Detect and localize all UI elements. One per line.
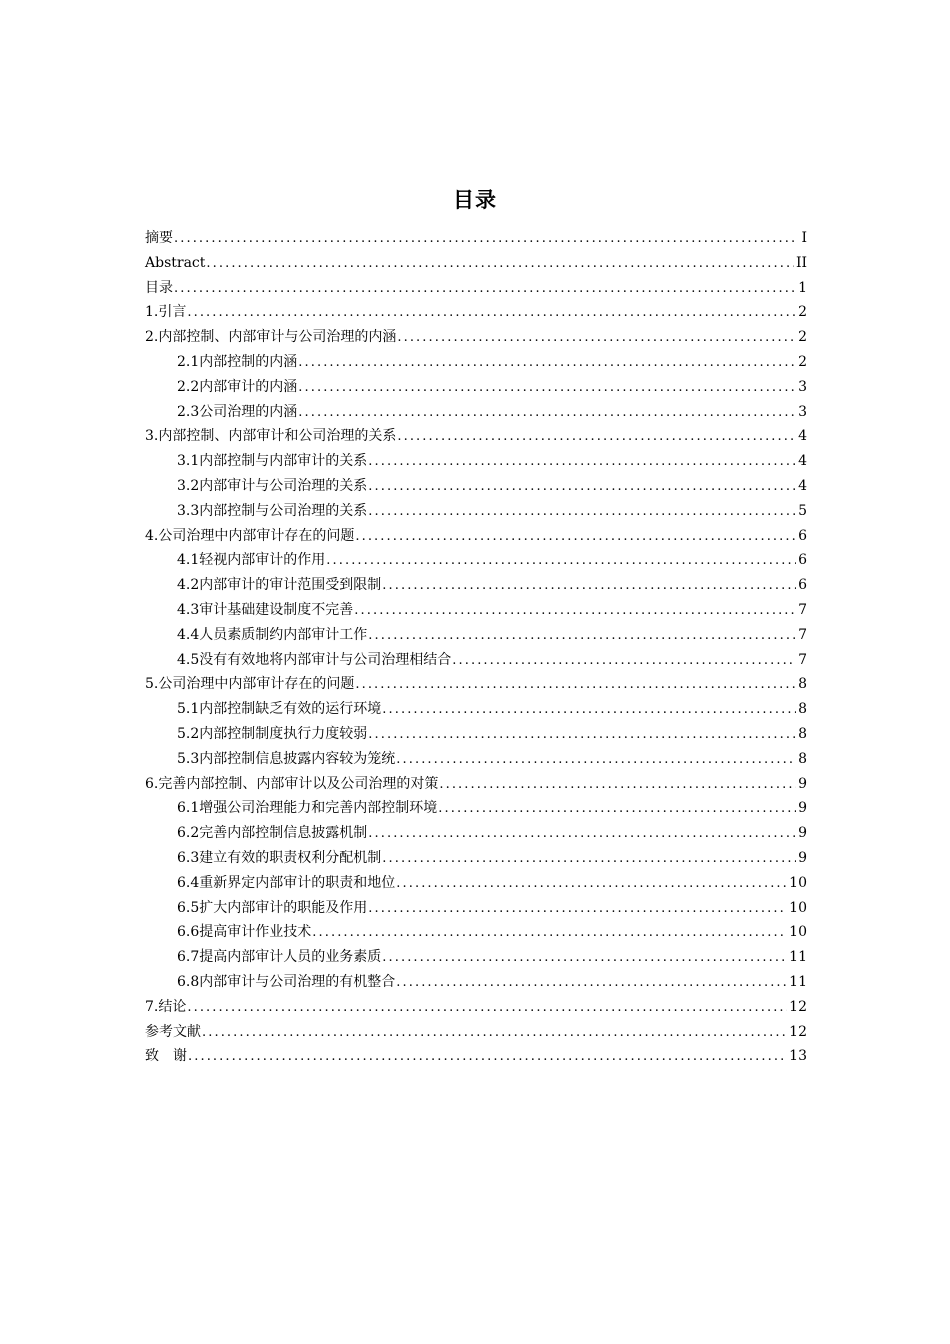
toc-entry-label: 4.4人员素质制约内部审计工作 [177, 626, 368, 643]
toc-entry[interactable] [145, 499, 807, 524]
toc-dot-leader [396, 872, 787, 897]
toc-dot-leader [298, 351, 796, 376]
toc-entry-label: 2.3公司治理的内涵 [177, 403, 298, 420]
toc-dot-leader [382, 946, 787, 971]
toc-dot-leader [382, 698, 796, 723]
toc-entry-page-number: 8 [798, 676, 807, 693]
toc-entry-label: 4.公司治理中内部审计存在的问题 [145, 527, 355, 544]
toc-entry-label: 摘要 [145, 230, 173, 246]
toc-entry[interactable] [145, 524, 807, 549]
toc-entry-page-number: 9 [798, 800, 807, 817]
toc-entry-label: 致 谢 [145, 1048, 187, 1065]
toc-entry-label: 2.2内部审计的内涵 [177, 378, 298, 395]
toc-entry-page-number: 2 [798, 353, 807, 370]
toc-dot-leader [452, 649, 796, 674]
toc-entry-label: 5.公司治理中内部审计存在的问题 [145, 676, 355, 693]
toc-entry-label: 4.3审计基础建设制度不完善 [177, 601, 354, 618]
toc-entry[interactable] [145, 573, 807, 598]
toc-entry[interactable] [145, 548, 807, 573]
toc-entry[interactable] [145, 300, 807, 325]
toc-entry[interactable] [145, 276, 807, 301]
toc-entry-label: 6.7提高内部审计人员的业务素质 [177, 949, 382, 966]
toc-entry[interactable] [145, 474, 807, 499]
toc-entry-page-number: 8 [798, 701, 807, 718]
toc-entry-label: 5.3内部控制信息披露内容较为笼统 [177, 750, 396, 767]
toc-entry-page-number: 11 [789, 949, 807, 966]
toc-entry[interactable] [145, 226, 807, 251]
toc-entry-page-number: 12 [789, 998, 807, 1015]
toc-entry[interactable] [145, 871, 807, 896]
toc-dot-leader [396, 971, 787, 996]
toc-entry-page-number: 4 [798, 428, 807, 445]
toc-entry-label: 3.2内部审计与公司治理的关系 [177, 477, 368, 494]
toc-entry-page-number: 2 [798, 304, 807, 321]
toc-entry[interactable] [145, 251, 807, 276]
toc-dot-leader [368, 723, 796, 748]
toc-entry-label: 6.2完善内部控制信息披露机制 [177, 825, 368, 842]
toc-entry-label: 2.1内部控制的内涵 [177, 353, 298, 370]
toc-entry[interactable] [145, 945, 807, 970]
table-of-contents [145, 226, 807, 1069]
toc-entry[interactable] [145, 672, 807, 697]
toc-dot-leader [187, 996, 787, 1021]
toc-entry-page-number: 12 [789, 1023, 807, 1040]
toc-entry[interactable] [145, 598, 807, 623]
toc-entry-page-number: 9 [798, 825, 807, 842]
toc-entry-page-number: 9 [798, 849, 807, 866]
toc-entry-page-number: 8 [798, 725, 807, 742]
toc-dot-leader [355, 673, 796, 698]
toc-entry-page-number: 6 [798, 552, 807, 569]
toc-entry[interactable] [145, 995, 807, 1020]
toc-dot-leader [202, 1021, 787, 1046]
toc-entry-label: 3.1内部控制与内部审计的关系 [177, 453, 368, 470]
toc-entry-label: 6.6提高审计作业技术 [177, 924, 312, 941]
toc-dot-leader [206, 252, 794, 277]
toc-dot-leader [439, 773, 796, 798]
toc-entry-label: 6.3建立有效的职责权利分配机制 [177, 849, 382, 866]
toc-entry-page-number: 10 [789, 874, 807, 891]
toc-entry[interactable] [145, 697, 807, 722]
toc-entry[interactable] [145, 375, 807, 400]
toc-dot-leader [368, 450, 796, 475]
toc-entry-page-number: I [801, 230, 807, 246]
toc-dot-leader [312, 921, 787, 946]
toc-entry-label: 2.内部控制、内部审计与公司治理的内涵 [145, 329, 397, 346]
toc-entry-page-number: 4 [798, 477, 807, 494]
toc-entry[interactable] [145, 350, 807, 375]
toc-entry-page-number: 13 [789, 1048, 807, 1065]
toc-entry-label: 1.引言 [145, 304, 187, 321]
toc-entry-label: 4.5没有有效地将内部审计与公司治理相结合 [177, 651, 452, 668]
toc-entry[interactable] [145, 846, 807, 871]
toc-entry[interactable] [145, 896, 807, 921]
toc-entry-page-number: 10 [789, 924, 807, 941]
toc-entry[interactable] [145, 1044, 807, 1069]
toc-entry-page-number: 6 [798, 527, 807, 544]
toc-dot-leader [382, 847, 796, 872]
toc-entry[interactable] [145, 796, 807, 821]
toc-entry-label: 目录 [145, 279, 173, 296]
toc-entry-label: 6.完善内部控制、内部审计以及公司治理的对策 [145, 775, 439, 792]
toc-entry-page-number: 6 [798, 577, 807, 594]
toc-dot-leader [438, 797, 796, 822]
toc-entry-label: 6.8内部审计与公司治理的有机整合 [177, 973, 396, 990]
toc-dot-leader [397, 326, 796, 351]
toc-entry-label: 5.1内部控制缺乏有效的运行环境 [177, 701, 382, 718]
toc-entry[interactable] [145, 424, 807, 449]
toc-entry-label: 4.2内部审计的审计范围受到限制 [177, 577, 382, 594]
toc-entry-page-number: 9 [798, 775, 807, 792]
toc-entry[interactable] [145, 623, 807, 648]
toc-entry-page-number: 1 [798, 279, 807, 296]
toc-title: 目录 [453, 188, 497, 212]
toc-dot-leader [368, 822, 796, 847]
toc-dot-leader [396, 748, 796, 773]
toc-entry-page-number: 7 [798, 651, 807, 668]
toc-entry[interactable] [145, 648, 807, 673]
toc-entry-page-number: 5 [798, 502, 807, 519]
toc-dot-leader [298, 376, 796, 401]
toc-entry-label: 5.2内部控制制度执行力度较弱 [177, 725, 368, 742]
toc-entry[interactable] [145, 747, 807, 772]
toc-entry-label: 3.3内部控制与公司治理的关系 [177, 502, 368, 519]
toc-entry-page-number: 2 [798, 329, 807, 346]
toc-entry-page-number: II [795, 254, 807, 271]
toc-entry-label: 参考文献 [145, 1023, 201, 1040]
toc-entry-page-number: 3 [798, 378, 807, 395]
toc-entry[interactable] [145, 449, 807, 474]
toc-entry-page-number: 3 [798, 403, 807, 420]
toc-entry-label: 4.1轻视内部审计的作用 [177, 552, 326, 569]
toc-entry-label: 3.内部控制、内部审计和公司治理的关系 [145, 428, 397, 445]
toc-entry-page-number: 7 [798, 601, 807, 618]
toc-dot-leader [298, 401, 796, 426]
toc-entry-label: 7.结论 [145, 998, 187, 1015]
toc-entry-page-number: 7 [798, 626, 807, 643]
toc-dot-leader [187, 301, 796, 326]
toc-entry[interactable] [145, 400, 807, 425]
toc-entry[interactable] [145, 325, 807, 350]
toc-entry-page-number: 8 [798, 750, 807, 767]
toc-entry[interactable] [145, 970, 807, 995]
toc-entry-label: 6.4重新界定内部审计的职责和地位 [177, 874, 396, 891]
toc-entry[interactable] [145, 1020, 807, 1045]
toc-dot-leader [368, 500, 796, 525]
toc-dot-leader [326, 549, 796, 574]
toc-entry-page-number: 10 [789, 899, 807, 916]
toc-dot-leader [174, 227, 797, 252]
toc-dot-leader [368, 624, 796, 649]
toc-entry-label: 6.5扩大内部审计的职能及作用 [177, 899, 368, 916]
toc-entry-label: 6.1增强公司治理能力和完善内部控制环境 [177, 800, 438, 817]
toc-entry[interactable] [145, 920, 807, 945]
toc-dot-leader [368, 475, 796, 500]
toc-dot-leader [397, 425, 796, 450]
toc-entry[interactable] [145, 821, 807, 846]
toc-dot-leader [354, 599, 796, 624]
toc-entry-page-number: 11 [789, 973, 807, 990]
toc-dot-leader [368, 897, 787, 922]
toc-entry[interactable] [145, 772, 807, 797]
toc-entry-page-number: 4 [798, 453, 807, 470]
toc-dot-leader [174, 277, 796, 302]
toc-dot-leader [188, 1045, 787, 1070]
toc-dot-leader [382, 574, 796, 599]
toc-entry[interactable] [145, 722, 807, 747]
toc-dot-leader [355, 525, 796, 550]
toc-entry-label: Abstract [145, 254, 206, 271]
